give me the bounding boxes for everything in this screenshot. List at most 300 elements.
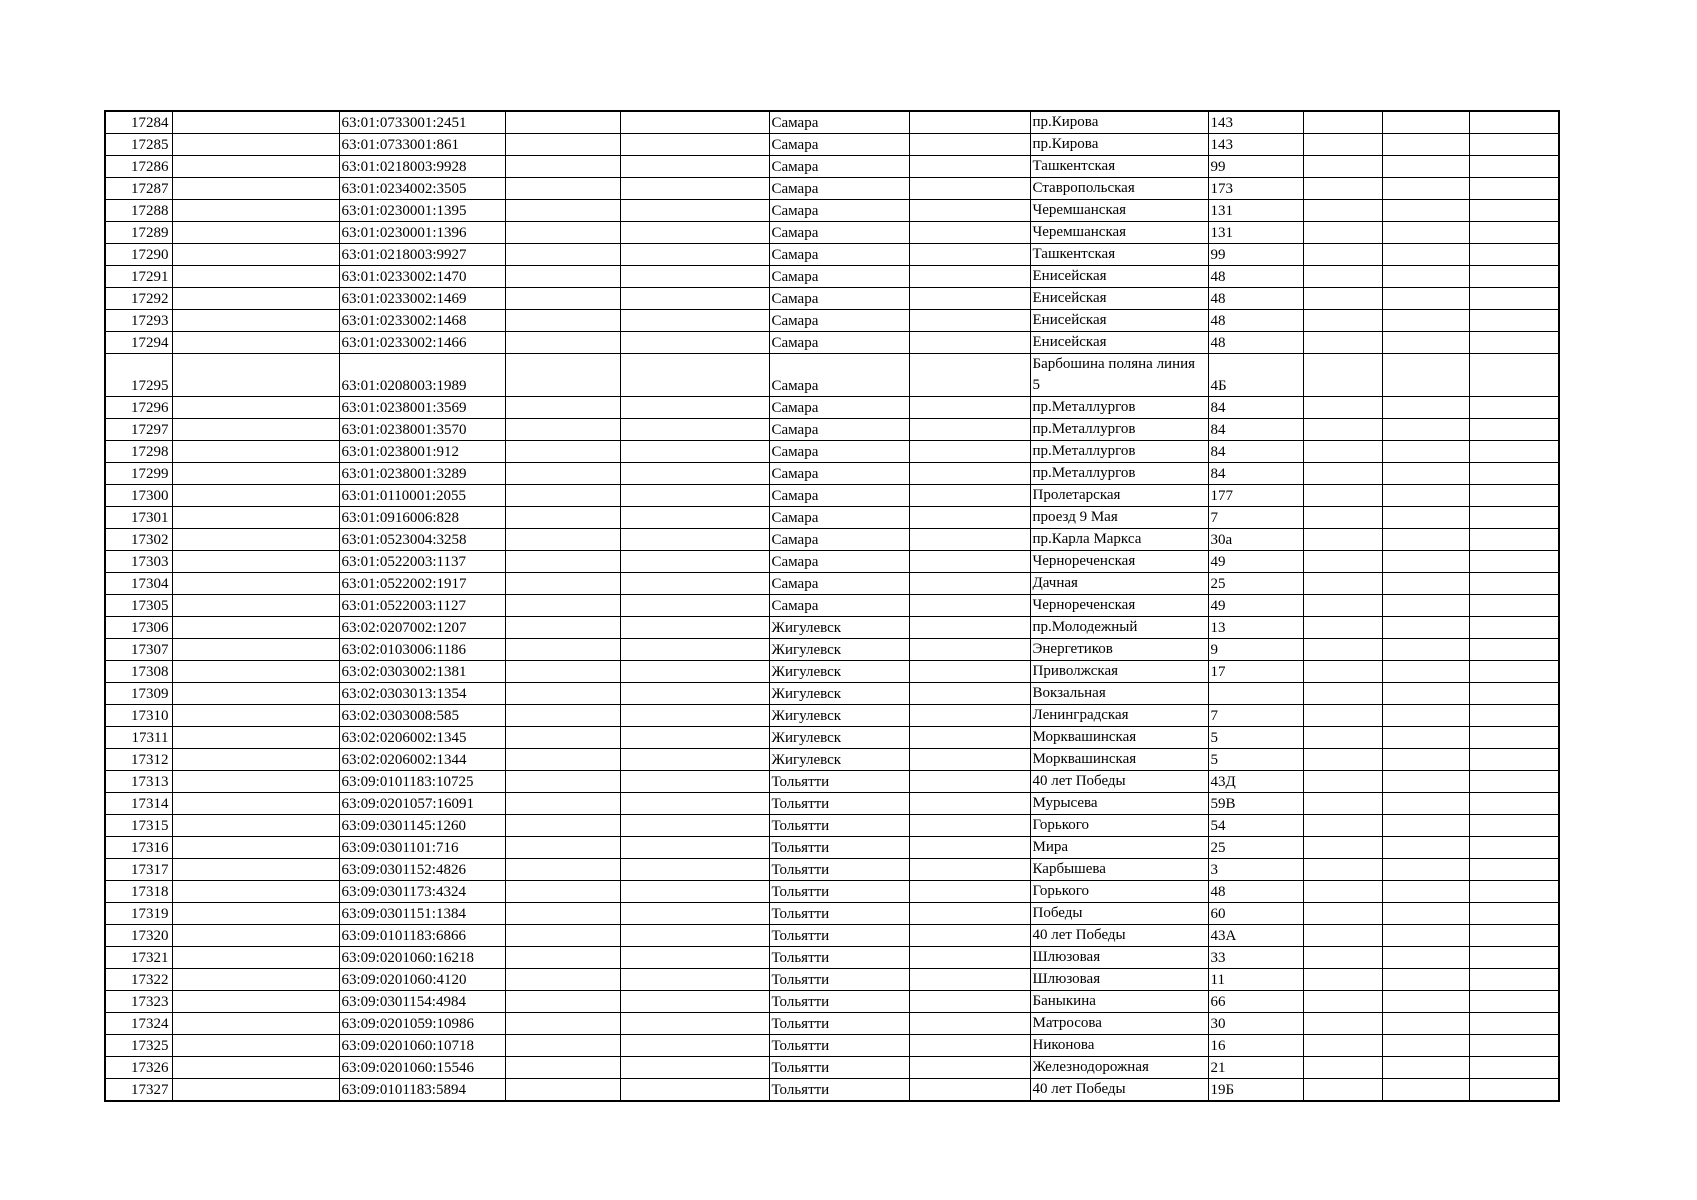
- blank-cell: [505, 463, 620, 485]
- blank-cell: [1303, 1013, 1382, 1035]
- city-cell: Самара: [769, 244, 909, 266]
- blank-cell: [1382, 1035, 1469, 1057]
- blank-cell: [1303, 595, 1382, 617]
- blank-cell: [620, 683, 769, 705]
- blank-cell: [1303, 1057, 1382, 1079]
- blank-cell: [505, 881, 620, 903]
- blank-cell: [1469, 1079, 1559, 1102]
- street-cell: пр.Молодежный: [1030, 617, 1208, 639]
- street-cell: Энергетиков: [1030, 639, 1208, 661]
- blank-cell: [1303, 969, 1382, 991]
- blank-cell: [909, 354, 1030, 397]
- row-id-cell: 17317: [105, 859, 172, 881]
- blank-cell: [909, 266, 1030, 288]
- blank-cell: [1469, 815, 1559, 837]
- blank-cell: [505, 661, 620, 683]
- city-cell: Тольятти: [769, 991, 909, 1013]
- row-id-cell: 17306: [105, 617, 172, 639]
- blank-cell: [1469, 222, 1559, 244]
- blank-cell: [909, 925, 1030, 947]
- blank-cell: [620, 1013, 769, 1035]
- blank-cell: [172, 859, 339, 881]
- blank-cell: [909, 815, 1030, 837]
- row-id-cell: 17285: [105, 134, 172, 156]
- cadastral-number-cell: 63:01:0233002:1466: [339, 332, 505, 354]
- blank-cell: [172, 529, 339, 551]
- cadastral-number-cell: 63:09:0101183:6866: [339, 925, 505, 947]
- blank-cell: [1382, 1013, 1469, 1035]
- city-cell: Самара: [769, 134, 909, 156]
- row-id-cell: 17298: [105, 441, 172, 463]
- table-row: [105, 969, 1559, 991]
- blank-cell: [1382, 793, 1469, 815]
- table-row: [105, 705, 1559, 727]
- table-row: [105, 354, 1559, 397]
- cadastral-number-cell: 63:09:0201057:16091: [339, 793, 505, 815]
- blank-cell: [909, 837, 1030, 859]
- cadastral-number-cell: 63:01:0233002:1469: [339, 288, 505, 310]
- blank-cell: [620, 485, 769, 507]
- blank-cell: [909, 1035, 1030, 1057]
- street-cell: Чернореченская: [1030, 551, 1208, 573]
- blank-cell: [1303, 1079, 1382, 1102]
- house-number-cell: 21: [1208, 1057, 1303, 1079]
- blank-cell: [172, 288, 339, 310]
- blank-cell: [1469, 463, 1559, 485]
- cadastral-number-cell: 63:01:0522002:1917: [339, 573, 505, 595]
- house-number-cell: 131: [1208, 200, 1303, 222]
- row-id-cell: 17326: [105, 1057, 172, 1079]
- blank-cell: [909, 969, 1030, 991]
- row-id-cell: 17301: [105, 507, 172, 529]
- blank-cell: [1469, 595, 1559, 617]
- cadastral-number-cell: 63:01:0238001:3289: [339, 463, 505, 485]
- blank-cell: [620, 551, 769, 573]
- street-cell: Мира: [1030, 837, 1208, 859]
- row-id-cell: 17316: [105, 837, 172, 859]
- cadastral-number-cell: 63:09:0101183:10725: [339, 771, 505, 793]
- blank-cell: [1469, 903, 1559, 925]
- blank-cell: [505, 705, 620, 727]
- row-id-cell: 17288: [105, 200, 172, 222]
- row-id-cell: 17309: [105, 683, 172, 705]
- blank-cell: [505, 266, 620, 288]
- cadastral-number-cell: 63:09:0201060:10718: [339, 1035, 505, 1057]
- blank-cell: [620, 903, 769, 925]
- blank-cell: [1469, 705, 1559, 727]
- house-number-cell: 99: [1208, 156, 1303, 178]
- blank-cell: [620, 727, 769, 749]
- blank-cell: [1303, 266, 1382, 288]
- blank-cell: [1303, 529, 1382, 551]
- blank-cell: [505, 134, 620, 156]
- table-row: [105, 881, 1559, 903]
- house-number-cell: 48: [1208, 332, 1303, 354]
- house-number-cell: 48: [1208, 881, 1303, 903]
- cadastral-number-cell: 63:09:0301152:4826: [339, 859, 505, 881]
- street-cell: Горького: [1030, 881, 1208, 903]
- street-cell: Матросова: [1030, 1013, 1208, 1035]
- blank-cell: [620, 354, 769, 397]
- row-id-cell: 17318: [105, 881, 172, 903]
- city-cell: Жигулевск: [769, 683, 909, 705]
- street-cell: Победы: [1030, 903, 1208, 925]
- cadastral-number-cell: 63:02:0207002:1207: [339, 617, 505, 639]
- blank-cell: [909, 881, 1030, 903]
- table-row: [105, 507, 1559, 529]
- blank-cell: [1303, 332, 1382, 354]
- cadastral-number-cell: 63:01:0733001:861: [339, 134, 505, 156]
- city-cell: Самара: [769, 332, 909, 354]
- table-row: [105, 332, 1559, 354]
- blank-cell: [1382, 661, 1469, 683]
- row-id-cell: 17289: [105, 222, 172, 244]
- blank-cell: [505, 551, 620, 573]
- blank-cell: [909, 661, 1030, 683]
- blank-cell: [909, 397, 1030, 419]
- row-id-cell: 17302: [105, 529, 172, 551]
- blank-cell: [1303, 156, 1382, 178]
- blank-cell: [909, 903, 1030, 925]
- row-id-cell: 17300: [105, 485, 172, 507]
- blank-cell: [1382, 200, 1469, 222]
- cadastral-number-cell: 63:01:0218003:9927: [339, 244, 505, 266]
- city-cell: Тольятти: [769, 969, 909, 991]
- row-id-cell: 17291: [105, 266, 172, 288]
- blank-cell: [909, 595, 1030, 617]
- city-cell: Жигулевск: [769, 617, 909, 639]
- blank-cell: [1469, 969, 1559, 991]
- street-cell: Ставропольская: [1030, 178, 1208, 200]
- cadastral-number-cell: 63:09:0301151:1384: [339, 903, 505, 925]
- house-number-cell: 7: [1208, 507, 1303, 529]
- blank-cell: [505, 1013, 620, 1035]
- street-cell: Енисейская: [1030, 288, 1208, 310]
- blank-cell: [1469, 551, 1559, 573]
- blank-cell: [172, 639, 339, 661]
- street-cell: Приволжская: [1030, 661, 1208, 683]
- house-number-cell: [1208, 683, 1303, 705]
- blank-cell: [620, 441, 769, 463]
- house-number-cell: 43Д: [1208, 771, 1303, 793]
- blank-cell: [1469, 925, 1559, 947]
- blank-cell: [1469, 111, 1559, 134]
- blank-cell: [909, 639, 1030, 661]
- blank-cell: [172, 705, 339, 727]
- blank-cell: [505, 244, 620, 266]
- blank-cell: [1382, 463, 1469, 485]
- street-cell: Морквашинская: [1030, 749, 1208, 771]
- blank-cell: [1382, 815, 1469, 837]
- blank-cell: [505, 485, 620, 507]
- blank-cell: [505, 354, 620, 397]
- blank-cell: [909, 617, 1030, 639]
- blank-cell: [620, 639, 769, 661]
- row-id-cell: 17322: [105, 969, 172, 991]
- row-id-cell: 17308: [105, 661, 172, 683]
- blank-cell: [1382, 244, 1469, 266]
- blank-cell: [505, 397, 620, 419]
- city-cell: Самара: [769, 551, 909, 573]
- row-id-cell: 17305: [105, 595, 172, 617]
- blank-cell: [1469, 1035, 1559, 1057]
- blank-cell: [172, 266, 339, 288]
- blank-cell: [620, 617, 769, 639]
- blank-cell: [172, 969, 339, 991]
- blank-cell: [620, 507, 769, 529]
- blank-cell: [1382, 310, 1469, 332]
- city-cell: Жигулевск: [769, 705, 909, 727]
- blank-cell: [1303, 771, 1382, 793]
- city-cell: Самара: [769, 288, 909, 310]
- house-number-cell: 66: [1208, 991, 1303, 1013]
- blank-cell: [505, 991, 620, 1013]
- cadastral-number-cell: 63:09:0301154:4984: [339, 991, 505, 1013]
- blank-cell: [620, 397, 769, 419]
- blank-cell: [1382, 288, 1469, 310]
- blank-cell: [620, 244, 769, 266]
- blank-cell: [1469, 727, 1559, 749]
- table-row: [105, 111, 1559, 134]
- blank-cell: [505, 1035, 620, 1057]
- blank-cell: [909, 200, 1030, 222]
- city-cell: Самара: [769, 111, 909, 134]
- blank-cell: [505, 1079, 620, 1102]
- cadastral-number-cell: 63:09:0201060:16218: [339, 947, 505, 969]
- city-cell: Тольятти: [769, 1079, 909, 1102]
- blank-cell: [172, 661, 339, 683]
- blank-cell: [620, 310, 769, 332]
- table-row: [105, 771, 1559, 793]
- city-cell: Жигулевск: [769, 639, 909, 661]
- city-cell: Самара: [769, 397, 909, 419]
- blank-cell: [172, 551, 339, 573]
- cadastral-number-cell: 63:09:0301101:716: [339, 837, 505, 859]
- blank-cell: [620, 749, 769, 771]
- row-id-cell: 17312: [105, 749, 172, 771]
- blank-cell: [1382, 573, 1469, 595]
- blank-cell: [1469, 771, 1559, 793]
- blank-cell: [620, 529, 769, 551]
- street-cell: Ташкентская: [1030, 244, 1208, 266]
- street-cell: Енисейская: [1030, 266, 1208, 288]
- blank-cell: [1382, 266, 1469, 288]
- row-id-cell: 17325: [105, 1035, 172, 1057]
- house-number-cell: 59В: [1208, 793, 1303, 815]
- table-row: [105, 639, 1559, 661]
- blank-cell: [620, 573, 769, 595]
- blank-cell: [172, 1035, 339, 1057]
- blank-cell: [620, 134, 769, 156]
- house-number-cell: 84: [1208, 463, 1303, 485]
- blank-cell: [1303, 991, 1382, 1013]
- cadastral-number-cell: 63:01:0522003:1137: [339, 551, 505, 573]
- cadastral-number-cell: 63:09:0201060:4120: [339, 969, 505, 991]
- blank-cell: [909, 551, 1030, 573]
- cadastral-number-cell: 63:09:0201059:10986: [339, 1013, 505, 1035]
- house-number-cell: 84: [1208, 419, 1303, 441]
- row-id-cell: 17313: [105, 771, 172, 793]
- blank-cell: [909, 1013, 1030, 1035]
- row-id-cell: 17297: [105, 419, 172, 441]
- blank-cell: [505, 969, 620, 991]
- blank-cell: [172, 419, 339, 441]
- blank-cell: [909, 222, 1030, 244]
- blank-cell: [1469, 529, 1559, 551]
- blank-cell: [172, 222, 339, 244]
- table-row: [105, 310, 1559, 332]
- house-number-cell: 11: [1208, 969, 1303, 991]
- city-cell: Тольятти: [769, 947, 909, 969]
- cadastral-number-cell: 63:01:0523004:3258: [339, 529, 505, 551]
- house-number-cell: 13: [1208, 617, 1303, 639]
- row-id-cell: 17307: [105, 639, 172, 661]
- cadastral-number-cell: 63:02:0103006:1186: [339, 639, 505, 661]
- blank-cell: [1382, 595, 1469, 617]
- blank-cell: [1469, 793, 1559, 815]
- blank-cell: [1382, 947, 1469, 969]
- blank-cell: [620, 419, 769, 441]
- blank-cell: [1303, 727, 1382, 749]
- cadastral-number-cell: 63:01:0230001:1396: [339, 222, 505, 244]
- row-id-cell: 17303: [105, 551, 172, 573]
- blank-cell: [172, 463, 339, 485]
- blank-cell: [505, 111, 620, 134]
- blank-cell: [1469, 266, 1559, 288]
- blank-cell: [620, 266, 769, 288]
- house-number-cell: 48: [1208, 310, 1303, 332]
- house-number-cell: 33: [1208, 947, 1303, 969]
- city-cell: Тольятти: [769, 1057, 909, 1079]
- blank-cell: [505, 573, 620, 595]
- street-cell: пр.Металлургов: [1030, 441, 1208, 463]
- house-number-cell: 54: [1208, 815, 1303, 837]
- blank-cell: [1303, 200, 1382, 222]
- blank-cell: [620, 222, 769, 244]
- blank-cell: [505, 749, 620, 771]
- blank-cell: [1382, 441, 1469, 463]
- blank-cell: [909, 859, 1030, 881]
- house-number-cell: 143: [1208, 111, 1303, 134]
- blank-cell: [909, 529, 1030, 551]
- blank-cell: [1382, 551, 1469, 573]
- row-id-cell: 17311: [105, 727, 172, 749]
- blank-cell: [172, 200, 339, 222]
- blank-cell: [909, 991, 1030, 1013]
- table-row: [105, 266, 1559, 288]
- blank-cell: [620, 881, 769, 903]
- blank-cell: [1303, 288, 1382, 310]
- blank-cell: [620, 793, 769, 815]
- cadastral-number-cell: 63:01:0218003:9928: [339, 156, 505, 178]
- blank-cell: [1303, 837, 1382, 859]
- blank-cell: [1469, 244, 1559, 266]
- blank-cell: [1382, 881, 1469, 903]
- cadastral-number-cell: 63:09:0301145:1260: [339, 815, 505, 837]
- row-id-cell: 17304: [105, 573, 172, 595]
- blank-cell: [1469, 1057, 1559, 1079]
- table-row: [105, 244, 1559, 266]
- blank-cell: [172, 397, 339, 419]
- street-cell: Железнодорожная: [1030, 1057, 1208, 1079]
- street-cell: пр.Металлургов: [1030, 463, 1208, 485]
- blank-cell: [172, 310, 339, 332]
- blank-cell: [172, 332, 339, 354]
- blank-cell: [505, 529, 620, 551]
- blank-cell: [1303, 1035, 1382, 1057]
- blank-cell: [1469, 617, 1559, 639]
- cadastral-number-cell: 63:01:0238001:3570: [339, 419, 505, 441]
- table-row: [105, 222, 1559, 244]
- street-cell: Шлюзовая: [1030, 947, 1208, 969]
- blank-cell: [1469, 683, 1559, 705]
- city-cell: Самара: [769, 595, 909, 617]
- table-row: [105, 837, 1559, 859]
- table-row: [105, 551, 1559, 573]
- street-cell: Пролетарская: [1030, 485, 1208, 507]
- city-cell: Самара: [769, 529, 909, 551]
- blank-cell: [1382, 156, 1469, 178]
- street-cell: Енисейская: [1030, 310, 1208, 332]
- street-cell: Черемшанская: [1030, 200, 1208, 222]
- city-cell: Самара: [769, 156, 909, 178]
- blank-cell: [909, 947, 1030, 969]
- row-id-cell: 17286: [105, 156, 172, 178]
- row-id-cell: 17296: [105, 397, 172, 419]
- city-cell: Самара: [769, 200, 909, 222]
- row-id-cell: 17299: [105, 463, 172, 485]
- blank-cell: [172, 485, 339, 507]
- blank-cell: [1303, 222, 1382, 244]
- cadastral-number-cell: 63:01:0522003:1127: [339, 595, 505, 617]
- blank-cell: [620, 661, 769, 683]
- blank-cell: [1382, 332, 1469, 354]
- address-table: [104, 110, 1560, 1102]
- street-cell: 40 лет Победы: [1030, 771, 1208, 793]
- blank-cell: [909, 178, 1030, 200]
- blank-cell: [505, 639, 620, 661]
- street-cell: проезд 9 Мая: [1030, 507, 1208, 529]
- table-row: [105, 529, 1559, 551]
- blank-cell: [909, 771, 1030, 793]
- house-number-cell: 19Б: [1208, 1079, 1303, 1102]
- blank-cell: [505, 925, 620, 947]
- blank-cell: [172, 815, 339, 837]
- blank-cell: [620, 859, 769, 881]
- blank-cell: [620, 991, 769, 1013]
- blank-cell: [909, 507, 1030, 529]
- table-row: [105, 661, 1559, 683]
- blank-cell: [620, 156, 769, 178]
- blank-cell: [172, 617, 339, 639]
- table-row: [105, 859, 1559, 881]
- cadastral-number-cell: 63:02:0206002:1345: [339, 727, 505, 749]
- blank-cell: [1303, 859, 1382, 881]
- blank-cell: [1469, 947, 1559, 969]
- blank-cell: [620, 111, 769, 134]
- blank-cell: [505, 617, 620, 639]
- blank-cell: [172, 727, 339, 749]
- cadastral-number-cell: 63:01:0230001:1395: [339, 200, 505, 222]
- row-id-cell: 17319: [105, 903, 172, 925]
- blank-cell: [505, 683, 620, 705]
- street-cell: Карбышева: [1030, 859, 1208, 881]
- house-number-cell: 131: [1208, 222, 1303, 244]
- table-row: [105, 178, 1559, 200]
- blank-cell: [909, 705, 1030, 727]
- cadastral-number-cell: 63:01:0238001:3569: [339, 397, 505, 419]
- blank-cell: [620, 771, 769, 793]
